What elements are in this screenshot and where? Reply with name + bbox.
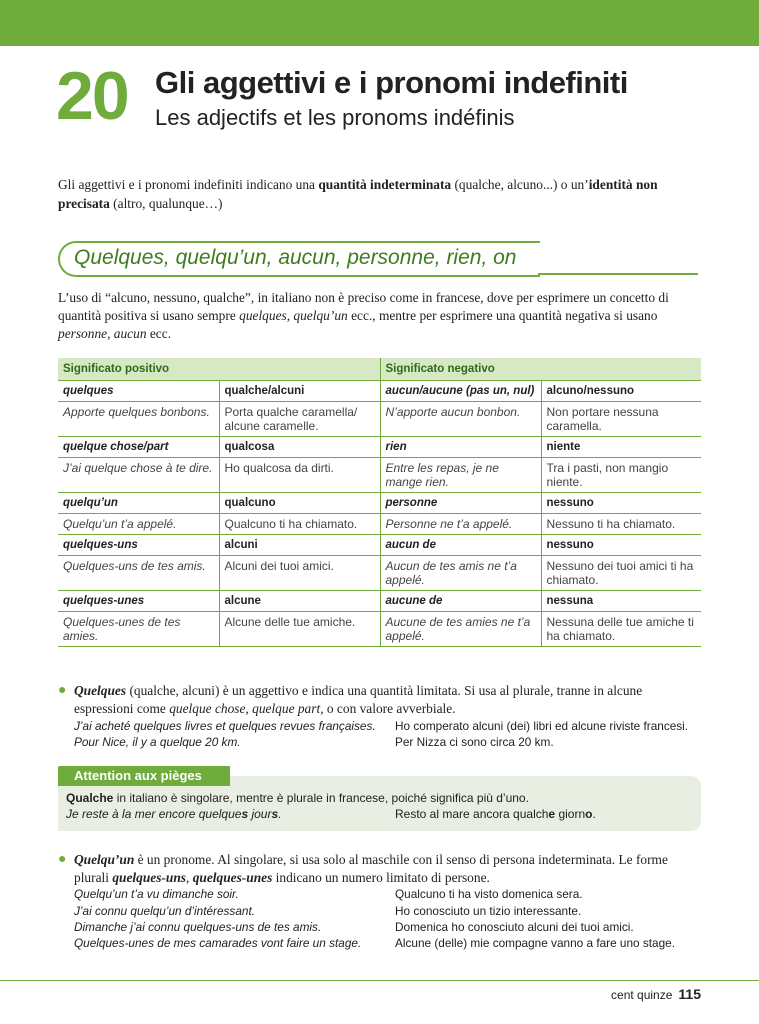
- example-french: J’ai acheté quelques livres et quelques revues françaises.: [74, 719, 376, 733]
- table-cell: N’apporte aucun bonbon.: [380, 402, 541, 437]
- table-cell: Nessuna delle tue amiche ti ha chiamato.: [541, 612, 701, 647]
- bullet-text: [74, 682, 703, 718]
- para-text: ecc.: [146, 326, 172, 341]
- text-part: giorn: [555, 807, 586, 821]
- table-cell: Apporte quelques bonbons.: [58, 402, 219, 437]
- table-cell: Entre les repas, je ne mange rien.: [380, 458, 541, 493]
- section-heading: [58, 241, 698, 275]
- text-part: .: [278, 807, 282, 821]
- table-cell: J’ai quelque chose à te dire.: [58, 458, 219, 493]
- table-example-row: [58, 402, 701, 437]
- attention-text: in italiano è singolare, mentre è plurale in francese, poiché significa più d’uno.: [113, 791, 529, 805]
- table-cell: quelques-uns: [58, 535, 219, 556]
- attention-note: [66, 790, 529, 806]
- example-italian: Per Nizza ci sono circa 20 km.: [395, 735, 554, 749]
- table-cell: rien: [380, 437, 541, 458]
- bullet-text-part: (qualche, alcuni) è un aggettivo e indica una quantità limitata. Si usa al plurale, tranne in alcune espressioni come: [74, 683, 643, 716]
- example-french: J’ai connu quelqu’un d’intéressant.: [74, 904, 256, 918]
- table-cell: Ho qualcosa da dirti.: [219, 458, 380, 493]
- para-italic: personne, aucun: [58, 326, 147, 341]
- chapter-title-french: Les adjectifs et les pronoms indéfinis: [155, 105, 515, 130]
- example-french: Dimanche j’ai connu quelques-uns de tes amis.: [74, 920, 322, 934]
- bullet-text: [74, 851, 703, 887]
- table-cell: alcune: [219, 591, 380, 612]
- attention-label: Attention aux pièges: [58, 766, 230, 786]
- para-italic: quelques, quelqu’un: [239, 308, 348, 323]
- bullet-dot-icon: ●: [58, 852, 67, 867]
- bullet-keyword: Quelqu’un: [74, 852, 135, 867]
- table-cell: Aucune de tes amies ne t’a appelé.: [380, 612, 541, 647]
- table-cell: Non portare nessuna caramella.: [541, 402, 701, 437]
- table-cell: Nessuno ti ha chiamato.: [541, 514, 701, 535]
- bullet-italic: quelque chose, quelque part: [169, 701, 321, 716]
- column-header-negative: Significato negativo: [380, 358, 701, 381]
- table-term-row: [58, 535, 701, 556]
- table-cell: qualche/alcuni: [219, 381, 380, 402]
- table-cell: Tra i pasti, non mangio niente.: [541, 458, 701, 493]
- text-bold: o: [585, 807, 593, 821]
- intro-bold: quantità indeterminata: [318, 177, 452, 192]
- example-italian: Alcune (delle) mie compagne vanno a fare uno stage.: [395, 936, 676, 950]
- text-bold: s: [271, 807, 279, 821]
- example-italian: Domenica ho conosciuto alcuni dei tuoi amici.: [395, 920, 634, 934]
- page-footer: [611, 986, 701, 1002]
- example-french: Pour Nice, il y a quelque 20 km.: [74, 735, 241, 749]
- section-heading-underline: [538, 273, 698, 275]
- table-cell: Quelques-unes de tes amies.: [58, 612, 219, 647]
- table-cell: Porta qualche caramella/ alcune caramelle.: [219, 402, 380, 437]
- text-bold: s: [241, 807, 249, 821]
- column-header-positive: Significato positivo: [58, 358, 380, 381]
- table-cell: niente: [541, 437, 701, 458]
- table-example-row: [58, 556, 701, 591]
- bullet-text-part: indicano un numero limitato di persone.: [272, 870, 490, 885]
- table-term-row: [58, 437, 701, 458]
- table-cell: Aucun de tes amis ne t’a appelé.: [380, 556, 541, 591]
- table-cell: nessuno: [541, 493, 701, 514]
- example-italian: Ho comperato alcuni (dei) libri ed alcune riviste francesi.: [395, 719, 689, 733]
- table-cell: quelque chose/part: [58, 437, 219, 458]
- example-italian: Ho conosciuto un tizio interessante.: [395, 904, 582, 918]
- chapter-number: 20: [56, 58, 128, 134]
- table-cell: qualcosa: [219, 437, 380, 458]
- table-cell: Personne ne t’a appelé.: [380, 514, 541, 535]
- table-example-row: [58, 514, 701, 535]
- footer-divider: [0, 980, 759, 981]
- bullet-quelques: [58, 682, 703, 718]
- table-cell: Alcune delle tue amiche.: [219, 612, 380, 647]
- table-cell: Nessuno dei tuoi amici ti ha chiamato.: [541, 556, 701, 591]
- table-cell: quelques: [58, 381, 219, 402]
- table-cell: aucun/aucune (pas un, nul): [380, 381, 541, 402]
- example-french: Quelques-unes de mes camarades vont faire un stage.: [74, 936, 362, 950]
- table-cell: Qualcuno ti ha chiamato.: [219, 514, 380, 535]
- para-text: ecc., mentre per esprimere una quantità negativa si usano: [347, 308, 658, 323]
- table-cell: alcuno/nessuno: [541, 381, 701, 402]
- intro-text: Gli aggettivi e i pronomi indefiniti indicano una: [58, 177, 319, 192]
- text-part: jour: [248, 807, 272, 821]
- page-number: 115: [678, 986, 701, 1002]
- example-italian: Qualcuno ti ha visto domenica sera.: [395, 887, 583, 901]
- table-cell: nessuno: [541, 535, 701, 556]
- table-example-row: [58, 612, 701, 647]
- bullet-quelquun: [58, 851, 703, 887]
- text-part: Resto al mare ancora qualch: [395, 807, 549, 821]
- table-cell: aucune de: [380, 591, 541, 612]
- table-term-row: [58, 591, 701, 612]
- table-cell: personne: [380, 493, 541, 514]
- table-cell: qualcuno: [219, 493, 380, 514]
- intro-text: (altro, qualunque…): [109, 196, 223, 211]
- top-banner: [0, 0, 759, 46]
- table-cell: alcuni: [219, 535, 380, 556]
- table-example-row: [58, 458, 701, 493]
- example-french: Quelqu’un t’a vu dimanche soir.: [74, 887, 239, 901]
- bullet-keyword: Quelques: [74, 683, 127, 698]
- section-title: Quelques, quelqu’un, aucun, personne, rien, on: [74, 246, 517, 269]
- table-cell: Alcuni dei tuoi amici.: [219, 556, 380, 591]
- attention-example-french: [66, 806, 282, 822]
- usage-paragraph: [58, 289, 708, 343]
- bullet-keyword: quelques-unes: [192, 870, 273, 885]
- indefinites-table: [58, 358, 701, 647]
- bullet-keyword: quelques-uns: [112, 870, 186, 885]
- table-cell: Quelqu’un t’a appelé.: [58, 514, 219, 535]
- text-part: Je reste à la mer encore quelque: [66, 807, 242, 821]
- page-number-words: cent quinze: [611, 988, 673, 1002]
- text-bold: e: [548, 807, 556, 821]
- bullet-dot-icon: ●: [58, 683, 67, 698]
- table-cell: nessuna: [541, 591, 701, 612]
- bullet-text-part: ,: [185, 870, 193, 885]
- text-part: .: [592, 807, 596, 821]
- table-cell: quelqu’un: [58, 493, 219, 514]
- intro-bold: identità non precisata: [58, 177, 658, 211]
- attention-example-italian: [395, 806, 596, 822]
- attention-keyword: Qualche: [66, 791, 114, 805]
- intro-text: (qualche, alcuno...) o un’: [451, 177, 589, 192]
- para-text: L’uso di “alcuno, nessuno, qualche”, in italiano non è preciso come in francese, dove per esprimere un concetto di quantità positiva si usano sempre: [58, 290, 669, 323]
- intro-paragraph: [58, 175, 708, 213]
- table-cell: quelques-unes: [58, 591, 219, 612]
- chapter-title-italian: Gli aggettivi e i pronomi indefiniti: [155, 65, 628, 100]
- table-term-row: [58, 493, 701, 514]
- bullet-text-part: , o con valore avverbiale.: [320, 701, 456, 716]
- table-cell: aucun de: [380, 535, 541, 556]
- table-cell: Quelques-uns de tes amis.: [58, 556, 219, 591]
- table-term-row: [58, 381, 701, 402]
- bullet-text-part: è un pronome. Al singolare, si usa solo al maschile con il senso di persona indeterminata. Le forme plurali: [74, 852, 668, 885]
